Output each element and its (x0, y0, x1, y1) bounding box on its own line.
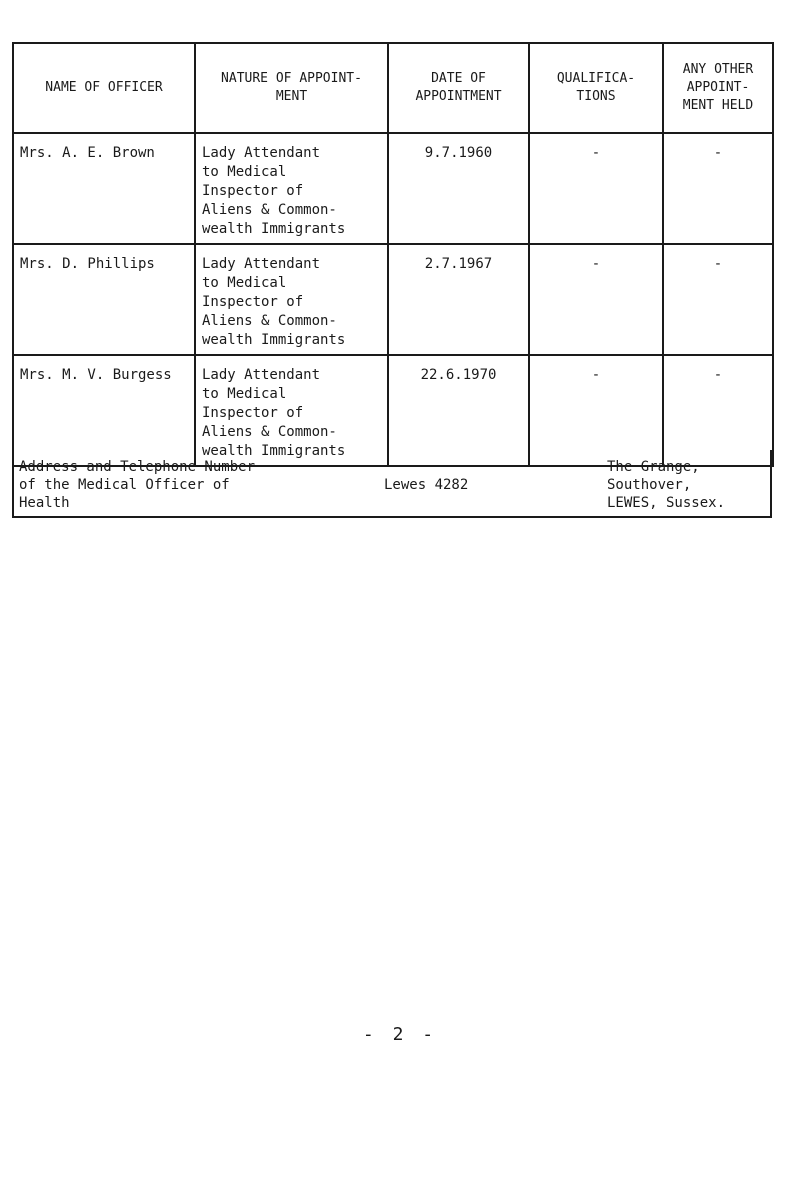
table-header-row (13, 43, 773, 133)
address-label-line: Address and Telephone Number (19, 459, 256, 475)
table-row (13, 133, 773, 244)
other-appointment-value: - (663, 244, 773, 355)
header-nature-of-appointment: NATURE OF APPOINT- MENT (195, 43, 388, 133)
officer-name: Mrs. A. E. Brown (13, 133, 195, 244)
nature-line: to Medical (202, 164, 287, 180)
appointment-nature (195, 133, 388, 244)
nature-line: Lady Attendant (202, 145, 321, 161)
nature-line: Aliens & Common- (202, 202, 337, 218)
appointment-nature (195, 244, 388, 355)
nature-line: Aliens & Common- (202, 424, 337, 440)
nature-line: Inspector of (202, 183, 304, 199)
nature-line: Inspector of (202, 405, 304, 421)
qualifications-value: - (529, 133, 663, 244)
officer-name: Mrs. D. Phillips (13, 244, 195, 355)
telephone-number: Lewes 4282 (384, 477, 469, 493)
officers-table (12, 42, 774, 467)
address-line: The Grange, (607, 459, 700, 475)
address-label (19, 458, 255, 512)
header-qualifications: QUALIFICA- TIONS (529, 43, 663, 133)
header-other-appointment: ANY OTHER APPOINT- MENT HELD (663, 43, 773, 133)
appointment-date: 22.6.1970 (388, 355, 529, 466)
address-line: Southover, (607, 477, 692, 493)
officer-name: Mrs. M. V. Burgess (13, 355, 195, 466)
page-number: - 2 - (362, 1024, 438, 1045)
nature-line: wealth Immigrants (202, 221, 346, 237)
header-date-of-appointment: DATE OF APPOINTMENT (388, 43, 529, 133)
nature-line: wealth Immigrants (202, 443, 346, 459)
nature-line: to Medical (202, 275, 287, 291)
header-name-of-officer: NAME OF OFFICER (13, 43, 195, 133)
address-label-line: of the Medical Officer of (19, 477, 230, 493)
other-appointment-value: - (663, 355, 773, 466)
table-row (13, 244, 773, 355)
nature-line: Inspector of (202, 294, 304, 310)
nature-line: Aliens & Common- (202, 313, 337, 329)
appointment-date: 2.7.1967 (388, 244, 529, 355)
appointment-date: 9.7.1960 (388, 133, 529, 244)
nature-line: Lady Attendant (202, 367, 321, 383)
address-label-line: Health (19, 495, 70, 511)
qualifications-value: - (529, 244, 663, 355)
postal-address (607, 458, 725, 512)
nature-line: wealth Immigrants (202, 332, 346, 348)
address-line: LEWES, Sussex. (607, 495, 726, 511)
address-footer (12, 450, 772, 518)
nature-line: to Medical (202, 386, 287, 402)
other-appointment-value: - (663, 133, 773, 244)
qualifications-value: - (529, 355, 663, 466)
nature-line: Lady Attendant (202, 256, 321, 272)
